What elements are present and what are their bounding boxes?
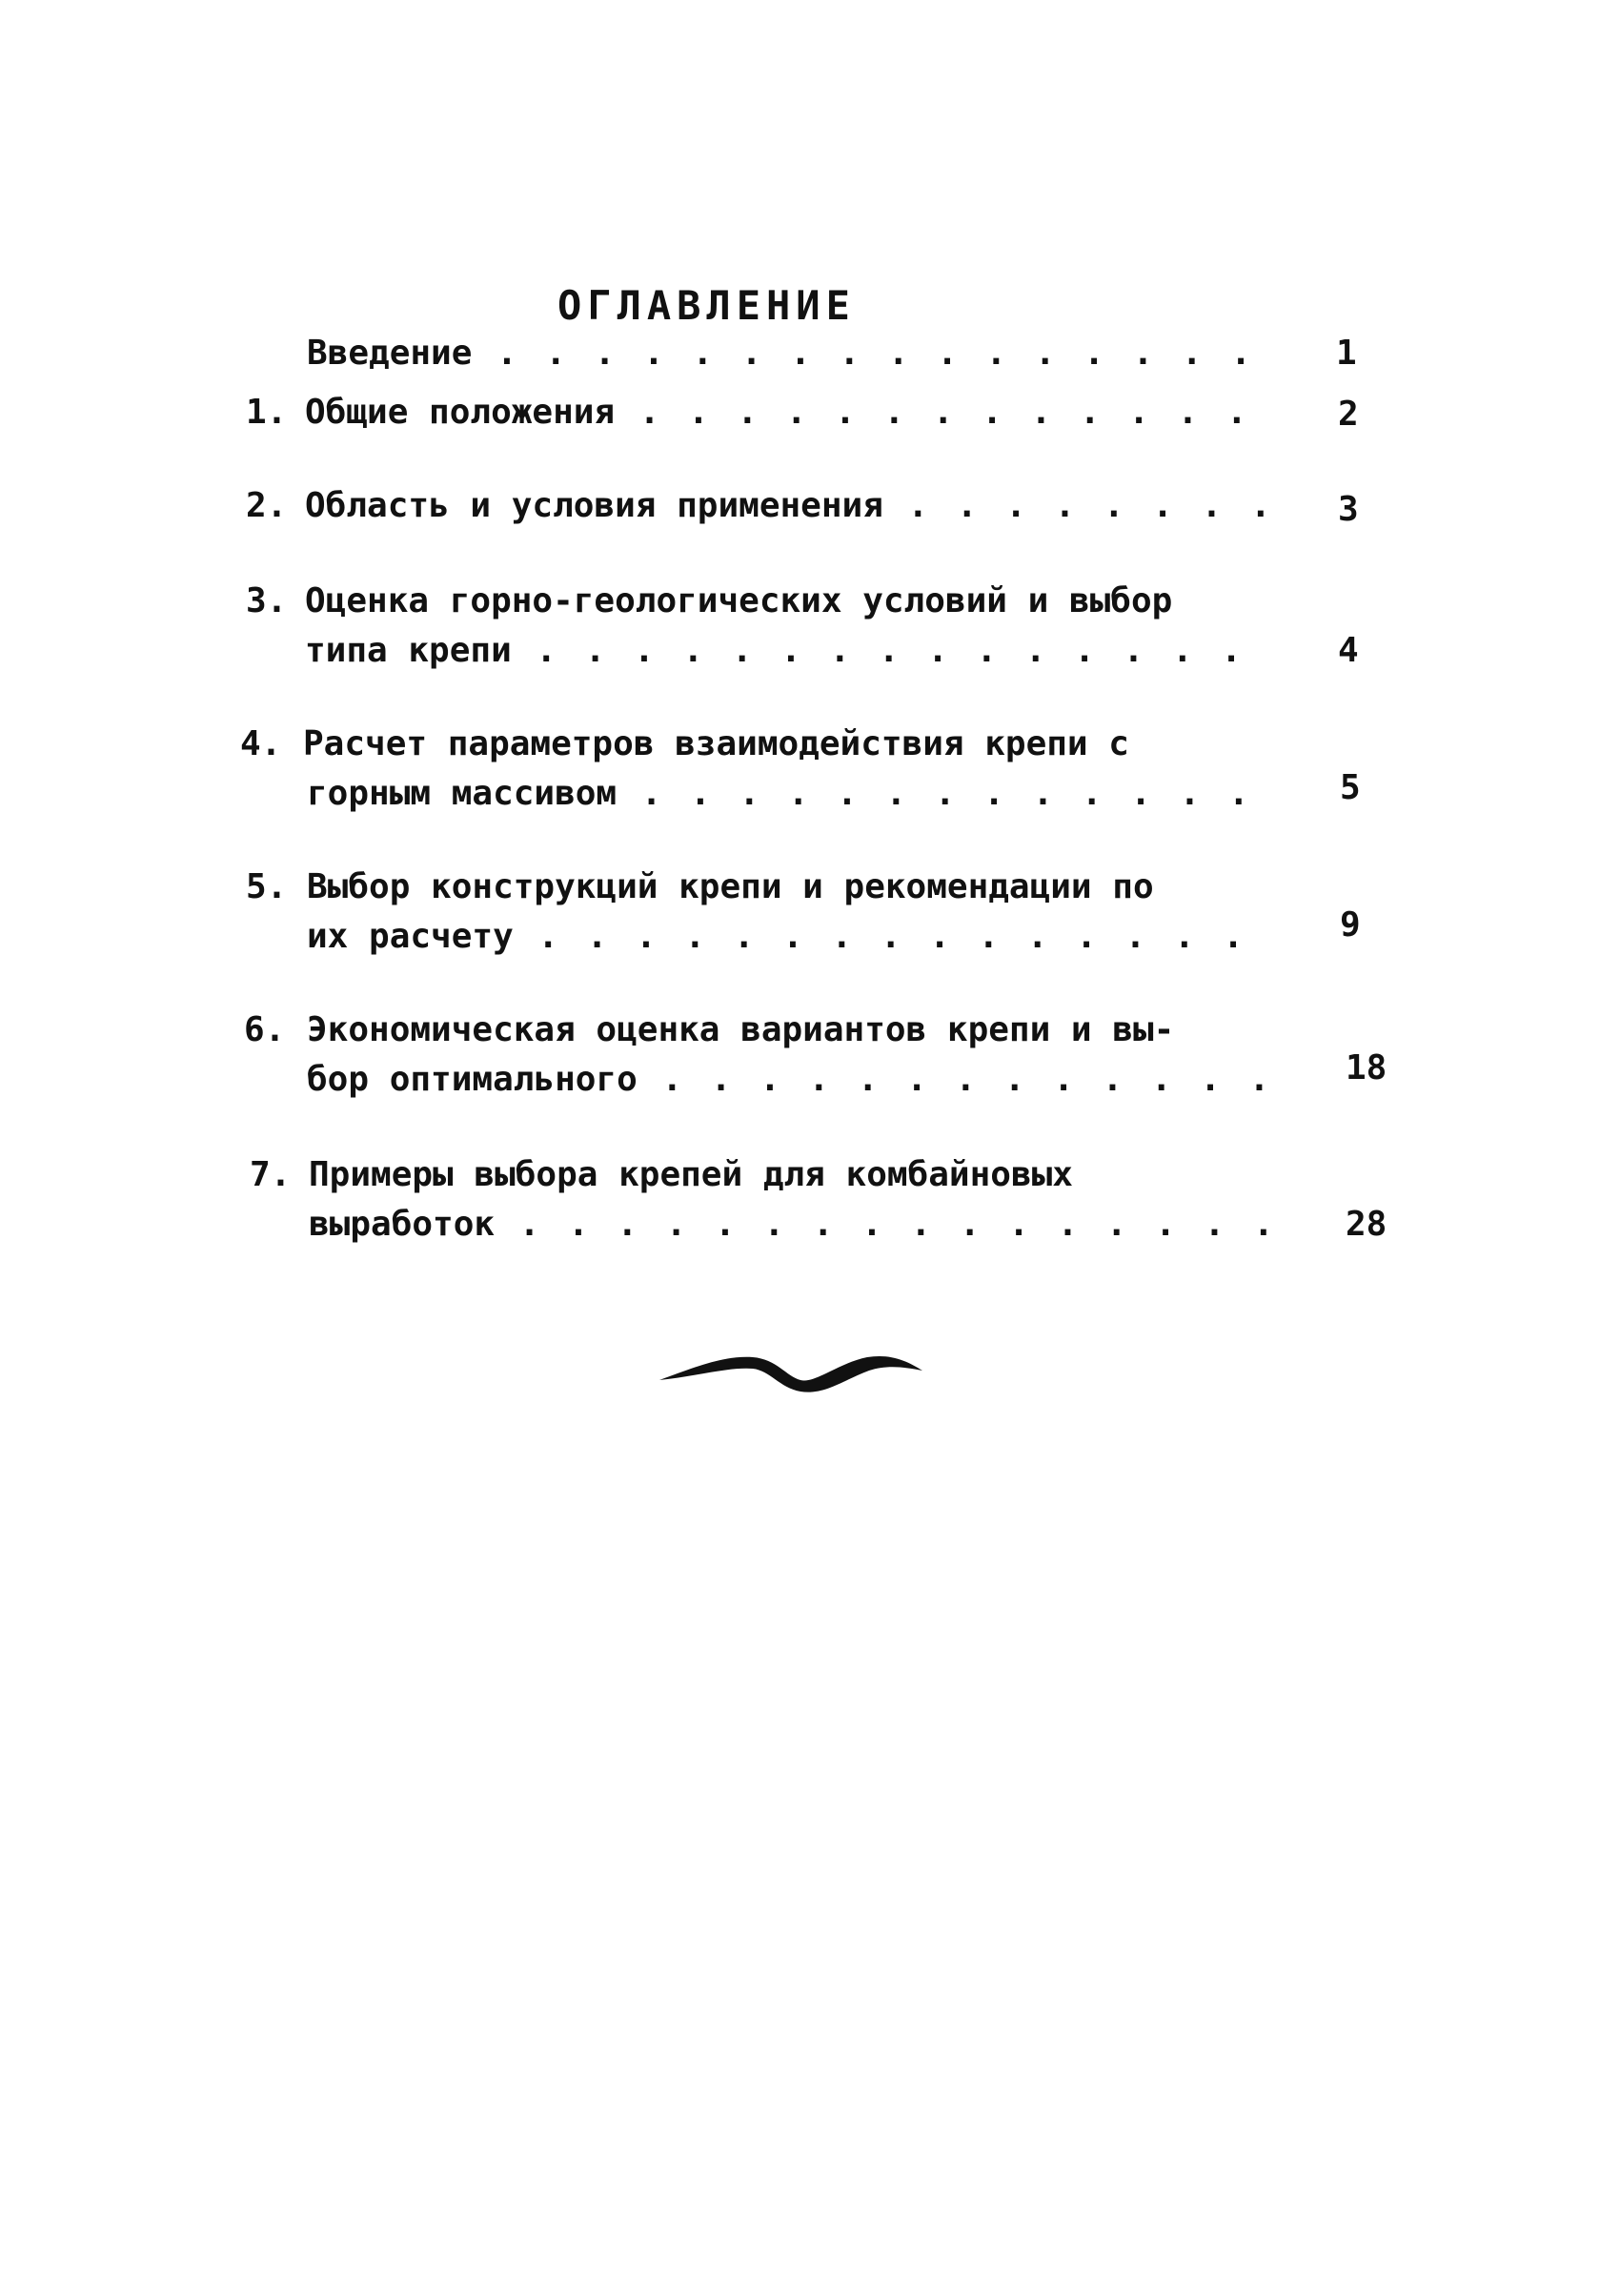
toc-entry-line: типа крепи . . . — [305, 631, 1267, 670]
toc-entry-line: Общие положения . . . — [305, 393, 1277, 432]
toc-entry-line: их расчету . . . — [307, 917, 1269, 956]
toc-page-number: 4 — [1338, 631, 1359, 670]
toc-entry-number: 6. — [244, 1010, 286, 1049]
toc-entry-number: 5. — [246, 867, 288, 906]
toc-page-number: 5 — [1340, 768, 1361, 807]
toc-entry-line: Выбор конструкций крепи и рекомендации по — [307, 867, 1154, 906]
toc-entry-number: 3. — [246, 581, 288, 620]
toc-entry-number: 7. — [250, 1155, 292, 1194]
toc-entry-line: горным массивом . . . — [307, 774, 1279, 813]
toc-entry-line: Примеры выбора крепей для комбайновых — [309, 1155, 1073, 1194]
toc-entry-line: выработок . . . — [309, 1205, 1279, 1244]
toc-page-number: 28 — [1346, 1205, 1387, 1244]
toc-entry-line: Оценка горно-геологических условий и выбор — [305, 581, 1173, 620]
toc-page-number: 9 — [1340, 905, 1361, 945]
toc-page-number: 3 — [1338, 490, 1359, 529]
toc-entry-number: 1. — [246, 393, 288, 432]
toc-page-number: 2 — [1338, 395, 1359, 434]
toc-title: ОГЛАВЛЕНИЕ — [557, 282, 856, 329]
toc-entry-line: Область и условия применения . . . — [305, 486, 1267, 525]
toc-entry-line: бор оптимального . . . — [307, 1060, 1279, 1099]
toc-entry-line: Экономическая оценка вариантов крепи и вы- — [307, 1010, 1175, 1049]
toc-entry-line: Введение . . . — [307, 334, 1277, 373]
toc-page-number: 18 — [1346, 1048, 1387, 1087]
toc-entry-number: 4. — [240, 724, 282, 763]
toc-entry-line: Расчет параметров взаимодействия крепи с — [303, 724, 1129, 763]
toc-page-number: 1 — [1336, 334, 1357, 373]
wave-ornament-icon — [658, 1342, 924, 1399]
toc-entry-number: 2. — [246, 486, 288, 525]
